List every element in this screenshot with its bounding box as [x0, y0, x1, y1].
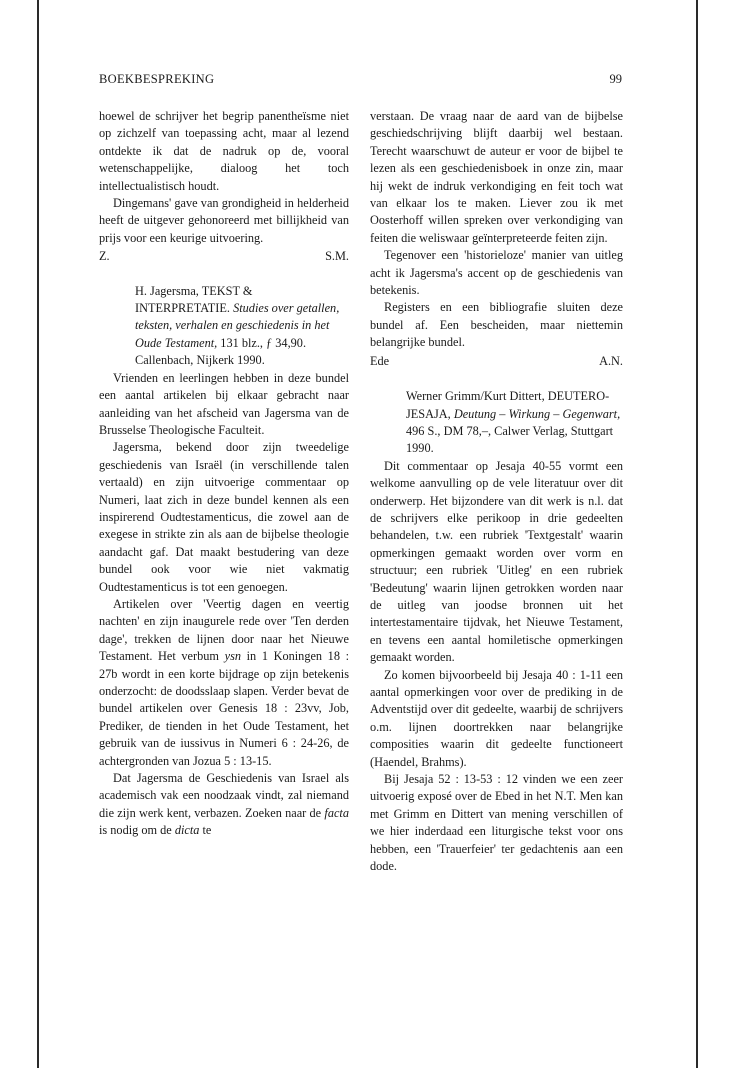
citation-details: 496 S., DM 78,–, Calwer Verlag, Stuttgart 1990. [406, 423, 614, 456]
book-citation [135, 283, 349, 370]
citation-author: Werner Grimm/Kurt Dittert, DEUTERO-JESAJA, [406, 389, 610, 421]
paragraph: Tegenover een 'historieloze' manier van uitleg acht ik Jagersma's accent op de geschiedenis van betekenis. [370, 248, 623, 298]
review-signature [99, 248, 349, 265]
paragraph: Dit commentaar op Jesaja 40-55 vormt een welkome aanvulling op de vele literatuur over dit onderwerp. Het bijzondere van dit werk is n.l. dat de schrijvers elke perikoop in drie gedeelten behandelen, t.w. een rubriek 'Textgestalt' waarin opmerkingen gemaakt worden over vorm en structuur; een rubriek 'Uitleg' en een rubriek 'Bedeutung' waarin lijnen getrokken worden naar de uitleg van joodse bronnen uit het intertestamentaire tijdvak, het Nieuwe Testament, en tevens een aantal homiletische opmerkingen gemaakt worden. [370, 458, 623, 665]
citation-title: Studies over getallen, teksten, verhalen en geschiedenis in het Oude Testament, [135, 301, 340, 350]
paragraph: Dingemans' gave van grondigheid in helderheid heeft de uitgever gehonoreerd met billijkheid van prijs voor een keurige uitvoering. [99, 196, 349, 245]
italic-term: facta [324, 805, 349, 820]
paragraph: Vrienden en leerlingen hebben in deze bundel een aantal artikelen bij elkaar gebracht naar aanleiding van het afscheid van Jagersma van de Brusselse Theologische Faculteit. [99, 370, 349, 437]
right-margin-rule [696, 0, 698, 1068]
paragraph: verstaan. De vraag naar de aard van de bijbelse geschiedschrijving blijft daarbij wel bestaan. Terecht waarschuwt de auteur er voor de bijbel te lezen als een geschiedenisboek in onze zin, maar hij wekt de indruk verkondiging en feit toch wat van elkaar los te maken. Liever zou ik met Oosterhoff willen spreken over verkondiging van feiten die weliswaar geïnterpreteerde feiten zijn. [370, 109, 623, 245]
signature-place: Ede [370, 353, 390, 368]
citation-title: Deutung – Wirkung – Gegenwart, [453, 406, 621, 421]
running-header [99, 72, 622, 90]
text-run: Artikelen over 'Veertig dagen en veertig nachten' en zijn inaugurele rede over 'Ten derden dage', trekken de lijnen door naar het Nieuwe Testament. Het verbum [99, 596, 349, 664]
italic-term: ysn [224, 649, 242, 664]
paragraph [99, 596, 349, 770]
book-citation [406, 388, 623, 458]
signature-place: Z. [99, 249, 110, 264]
text-run: te [202, 823, 212, 838]
signature-initials: A.N. [599, 353, 623, 368]
header-title: BOEKBESPREKING [99, 72, 215, 86]
page-number: 99 [609, 72, 622, 86]
review-signature [370, 353, 623, 370]
paragraph: Jagersma, bekend door zijn tweedelige geschiedenis van Israël (in verschillende talen vertaald) en zijn uitvoerige commentaar op Numeri, laat zich in deze bundel kennen als een inspirerend Oudtestamenticus, die zowel aan de exegese in strikte zin als aan de bijbelse theologie aandacht gaf. Dat maakt bestudering van deze bundel ook voor wie niet vakmatig Oudtestamenticus is tot een genoegen. [99, 440, 349, 594]
paragraph: Bij Jesaja 52 : 13-53 : 12 vinden we een zeer uitvoerig exposé over de Ebed in het N.T. Men kan met Grimm en Dittert van mening verschillen of we hier inderdaad een liturgische tekst voor ons hebben, een 'Trauerfeier' ter gedachtenis aan een dode. [370, 772, 623, 874]
citation-author: H. Jagersma, TEKST & INTERPRETATIE. [135, 283, 253, 316]
citation-details: 131 blz., ƒ 34,90. Callenbach, Nijkerk 1990. [135, 335, 307, 368]
right-column [370, 108, 623, 875]
text-run: is nodig om de [99, 823, 172, 838]
paragraph: Zo komen bijvoorbeeld bij Jesaja 40 : 1-11 een aantal opmerkingen voor over de prediking in de Adventstijd over dit gedeelte, waarbij de schrijvers o.m. lijnen doortrekken naar belangrijke composities waarin dit gedeelte functioneert (Haendel, Brahms). [370, 667, 623, 769]
paragraph: hoewel de schrijver het begrip panentheïsme niet op zichzelf van toepassing acht, maar al lezend ontdekte ik dat de nadruk op de, vooral wetenschappelijke, dialoog het toch intellectualistisch houdt. [99, 109, 349, 193]
paragraph: Registers en een bibliografie sluiten deze bundel af. Een bescheiden, maar niettemin belangrijke bundel. [370, 300, 623, 350]
italic-term: dicta [174, 823, 200, 838]
text-run: in 1 Koningen 18 : 27b wordt in een korte bijdrage op zijn betekenis onderzocht: de doodsslaap slapen. Verder bevat de bundel artikelen over Genesis 18 : 23vv, Job, Prediker, de tienden in het Oude Testament, het gebruik van de iussivus in Numeri 6 : 24-26, de achtergronden van Jozua 5 : 13-15. [99, 649, 350, 768]
text-run: Dat Jagersma de Geschiedenis van Israel als academisch vak een noodzaak vindt, zal niemand die zijn werk kent, verbazen. Zoeken naar de [99, 771, 349, 820]
left-margin-rule [37, 0, 39, 1068]
paragraph [99, 770, 349, 840]
signature-initials: S.M. [325, 249, 349, 264]
left-column [99, 108, 349, 840]
